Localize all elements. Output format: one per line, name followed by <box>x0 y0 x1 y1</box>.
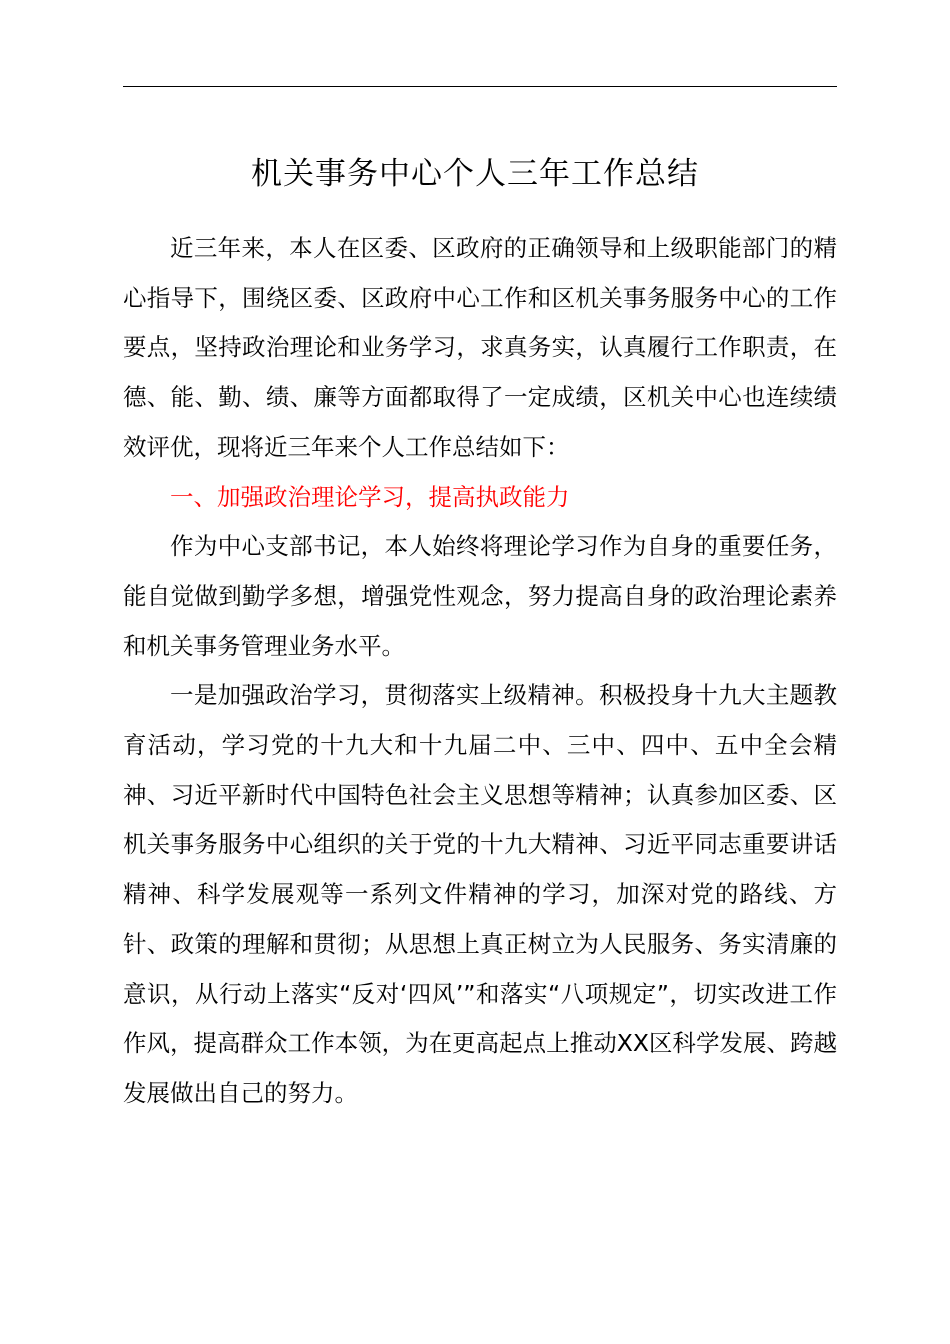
document-body <box>123 224 837 1119</box>
body-paragraph: 作为中心支部书记，本人始终将理论学习作为自身的重要任务，能自觉做到勤学多想，增强党性观念，努力提高自身的政治理论素养和机关事务管理业务水平。 <box>123 532 837 660</box>
section-heading: 一、加强政治理论学习，提高执政能力 <box>170 482 570 511</box>
document-title: 机关事务中心个人三年工作总结 <box>251 156 699 192</box>
header-rule <box>123 86 837 87</box>
intro-paragraph: 近三年来，本人在区委、区政府的正确领导和上级职能部门的精心指导下，围绕区委、区政府中心工作和区机关事务服务中心的工作要点，坚持政治理论和业务学习，求真务实，认真履行工作职责，在德、能、勤、绩、廉等方面都取得了一定成绩，区机关中心也连续绩效评优，现将近三年来个人工作总结如下： <box>123 234 837 461</box>
body-paragraph: 一是加强政治学习，贯彻落实上级精神。积极投身十九大主题教育活动，学习党的十九大和十九届二中、三中、四中、五中全会精神、习近平新时代中国特色社会主义思想等精神；认真参加区委、区机关事务服务中心组织的关于党的十九大精神、习近平同志重要讲话精神、科学发展观等一系列文件精神的学习，加深对党的路线、方针、政策的理解和贯彻；从思想上真正树立为人民服务、务实清廉的意识，从行动上落实“反对‘四风’”和落实“八项规定”，切实改进工作作风，提高群众工作本领，为在更高起点上推动XX区科学发展、跨越发展做出自己的努力。 <box>123 681 837 1107</box>
